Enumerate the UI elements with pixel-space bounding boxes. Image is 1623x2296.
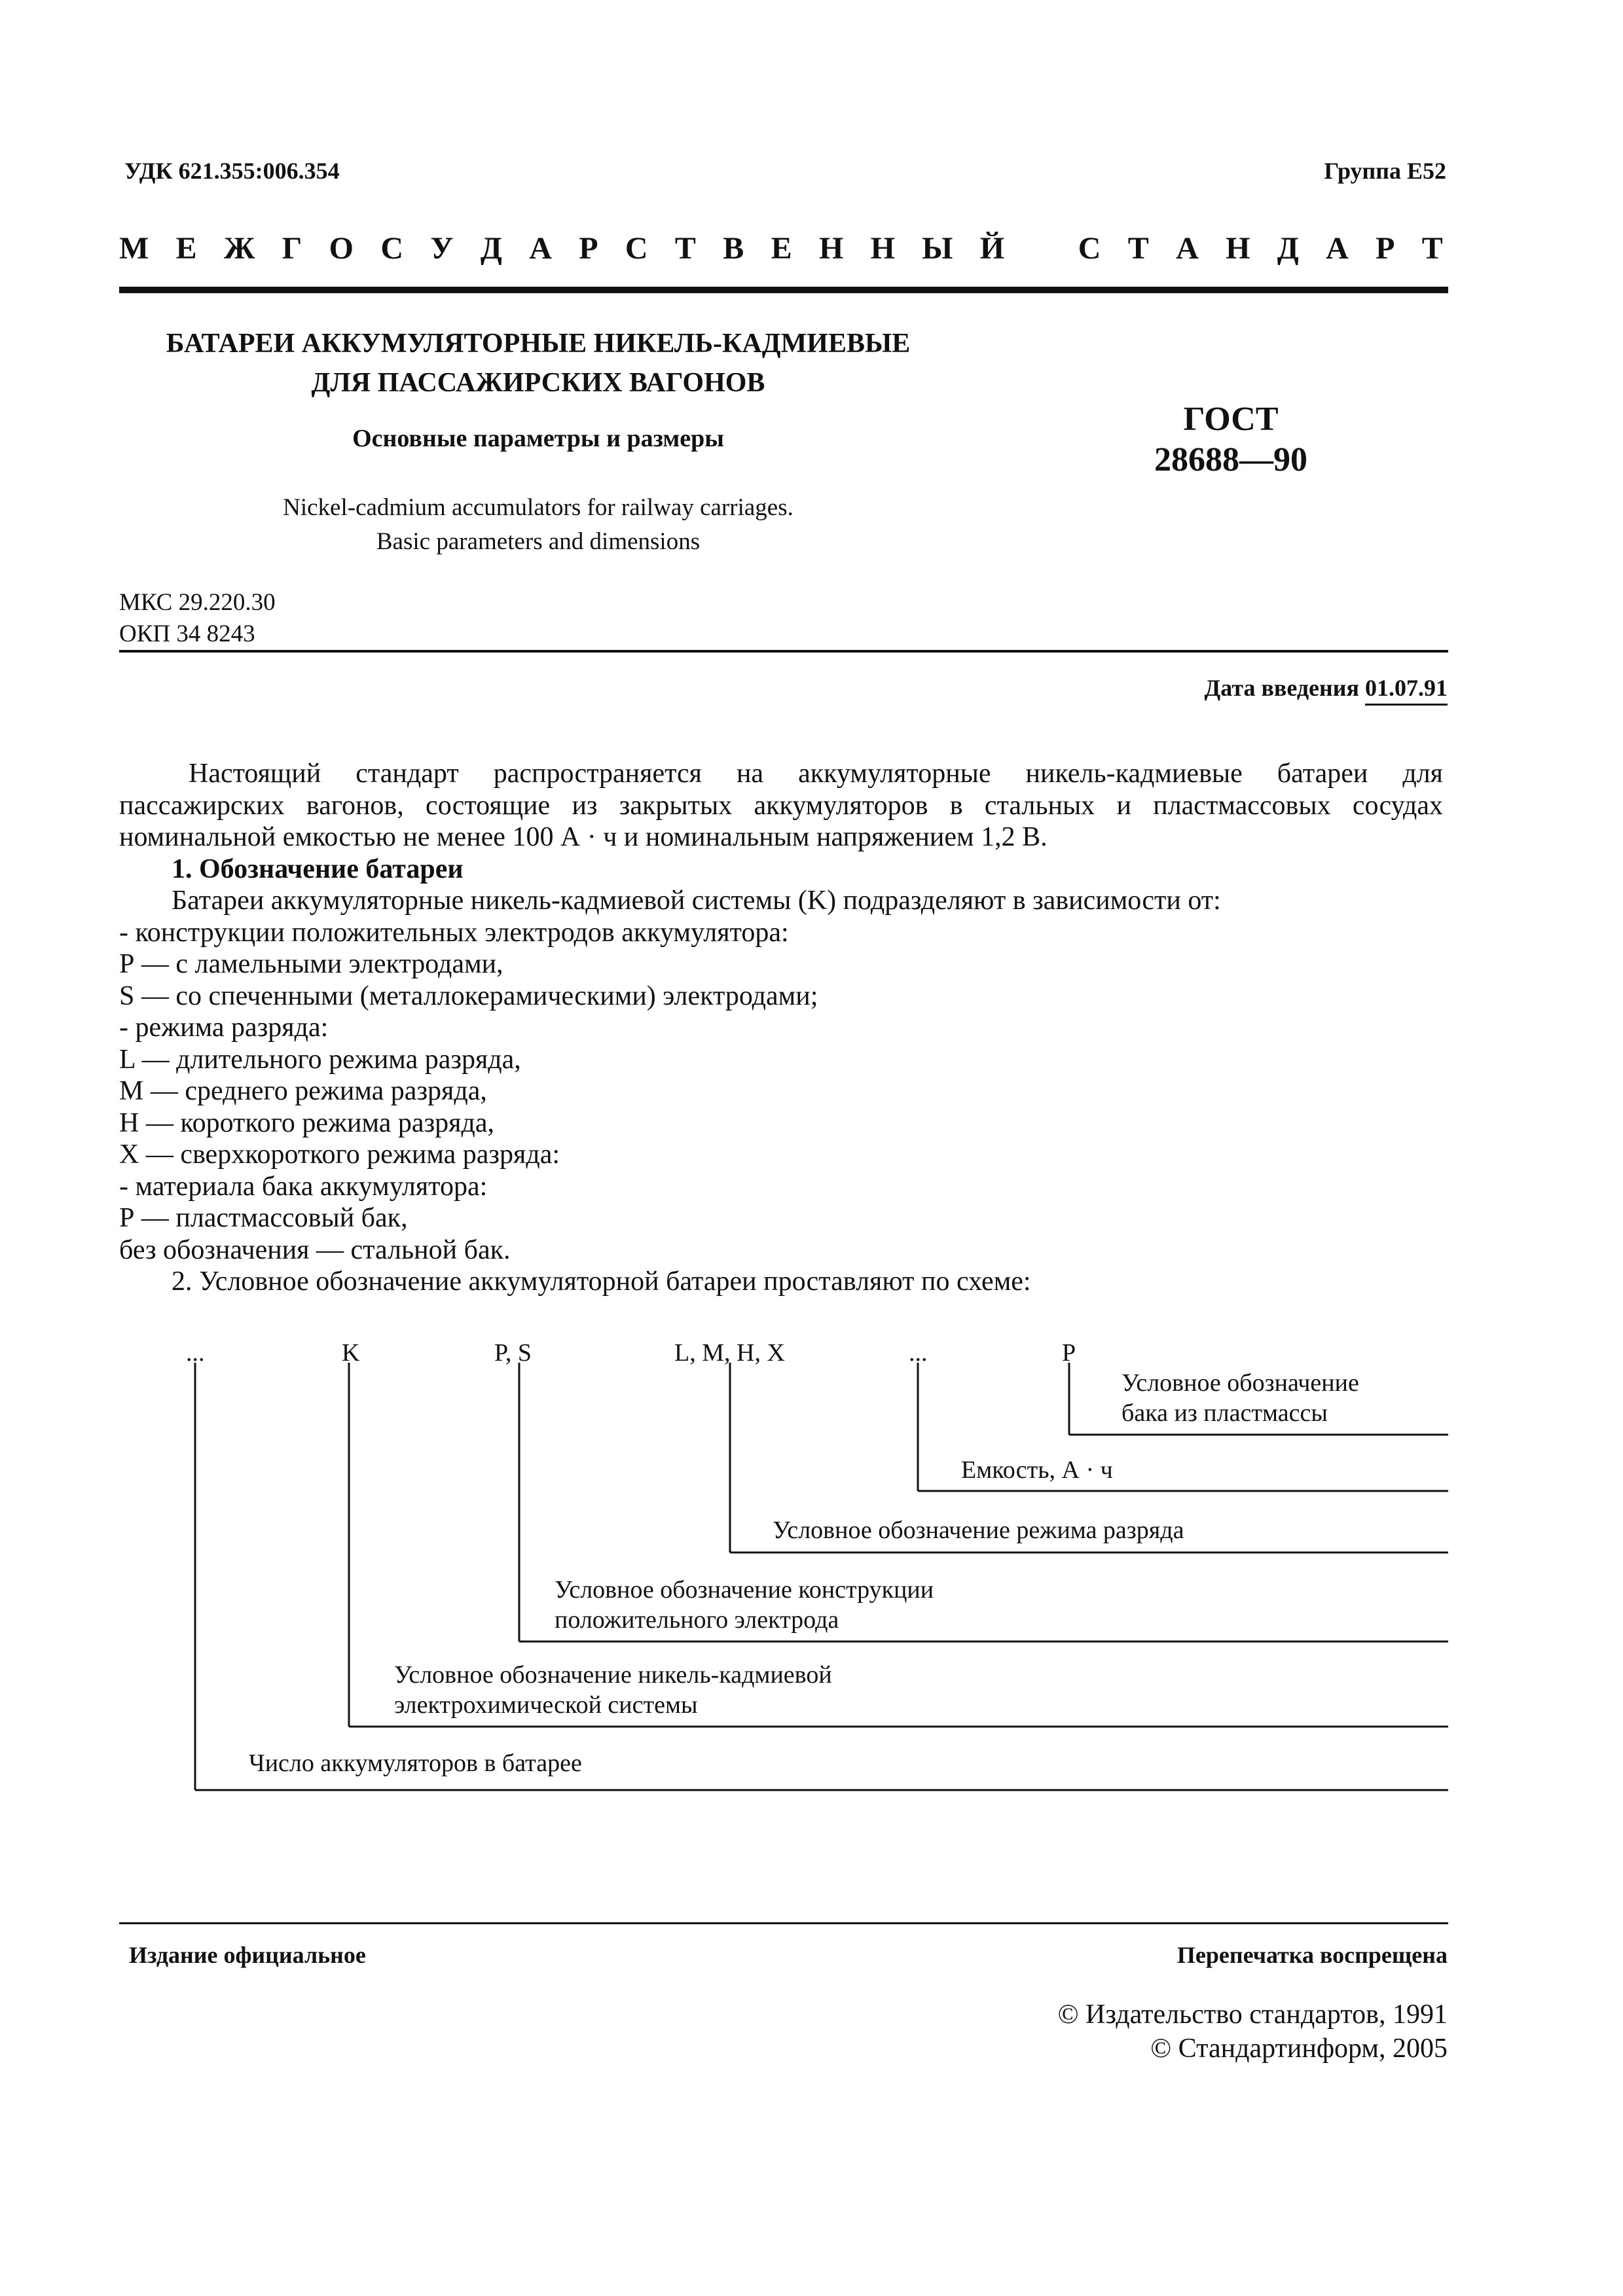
banner-letter: В — [723, 231, 744, 266]
okp-code: ОКП 34 8243 — [119, 620, 255, 647]
section-1-line: Х — сверхкороткого режима разряда: — [119, 1139, 560, 1170]
document-subtitle: Основные параметры и размеры — [352, 425, 724, 452]
banner-letter: Н — [818, 231, 844, 266]
section-1-line: Р — с ламельными электродами, — [119, 949, 503, 979]
banner-letter: С — [1078, 231, 1101, 266]
banner-letter: Т — [1421, 231, 1443, 266]
scheme-label-plastic-line: Условное обозначение — [1122, 1369, 1359, 1397]
banner-letter: Т — [1127, 231, 1149, 266]
banner-letter: Р — [1376, 231, 1395, 266]
banner-letter: Т — [674, 231, 696, 266]
banner-letter: С — [380, 231, 403, 266]
section-1-line: без обозначения — стальной бак. — [119, 1234, 511, 1265]
section-1-line: - материала бака аккумулятора: — [119, 1171, 488, 1202]
scheme-label-system-line: Условное обозначение никель-кадмиевой — [394, 1661, 832, 1689]
banner-letter: Н — [1226, 231, 1250, 266]
banner-letter: Р — [579, 231, 598, 266]
scheme-code-lmhx: L, M, H, X — [674, 1339, 785, 1367]
banner-letter: Д — [480, 231, 502, 266]
group-code: Группа Е52 — [1324, 158, 1446, 184]
scheme-code-p: P — [1062, 1339, 1076, 1367]
scheme-label-electrode-line: Условное обозначение конструкции — [555, 1576, 934, 1604]
banner-letter: Д — [1277, 231, 1299, 266]
section-1-line: S — со спеченными (металлокерамическими) электродами; — [119, 980, 818, 1011]
section-2-line: 2. Условное обозначение аккумуляторной батареи проставляют по схеме: — [172, 1266, 1031, 1297]
banner-letter: Ж — [223, 231, 255, 266]
section-1-line: L — длительного режима разряда, — [119, 1044, 521, 1075]
scheme-label-count: Число аккумуляторов в батарее — [249, 1749, 582, 1777]
english-title-line-2: Basic parameters and dimensions — [376, 528, 701, 555]
banner-letter: О — [329, 231, 354, 266]
section-1-line: Р — пластмассовый бак, — [119, 1203, 408, 1233]
title-line-1: БАТАРЕИ АККУМУЛЯТОРНЫЕ НИКЕЛЬ-КАДМИЕВЫЕ — [166, 329, 911, 359]
scheme-code-k: K — [342, 1339, 360, 1367]
intro-paragraph-line: пассажирских вагонов, состоящие из закрытых аккумуляторов в стальных и пластмассовых сосудах — [119, 790, 1443, 821]
banner-letter: Й — [979, 231, 1005, 266]
reprint-prohibited: Перепечатка воспрещена — [1176, 1942, 1448, 1968]
footer-rule — [119, 1922, 1448, 1924]
scheme-label-system-line: электрохимической системы — [394, 1691, 698, 1719]
banner-letter: А — [1326, 231, 1349, 266]
official-edition: Издание официальное — [129, 1942, 366, 1968]
banner-letter: У — [430, 231, 454, 266]
scheme-label-system — [394, 1660, 832, 1720]
introduction-date-value: 01.07.91 — [1365, 675, 1448, 706]
copyright-line-1: © Издательство стандартов, 1991 — [1057, 2000, 1448, 2030]
banner-letter: А — [1176, 231, 1199, 266]
scheme-label-plastic — [1122, 1368, 1359, 1428]
scheme-label-electrode — [555, 1575, 934, 1635]
banner-letter: А — [529, 231, 552, 266]
banner-letter: М — [119, 231, 149, 266]
introduction-date-label: Дата введения — [1204, 675, 1359, 701]
banner-letter: Е — [771, 231, 792, 266]
scheme-label-electrode-line: положительного электрода — [555, 1606, 839, 1634]
section-1-line: Н — короткого режима разряда, — [119, 1107, 494, 1138]
scheme-label-discharge: Условное обозначение режима разряда — [773, 1516, 1184, 1544]
banner-letter: Е — [175, 231, 197, 266]
banner-letter: Н — [870, 231, 895, 266]
scheme-code-ps: P, S — [494, 1339, 532, 1367]
banner-letter: С — [625, 231, 648, 266]
banner-letter: Ы — [922, 231, 953, 266]
gost-label: ГОСТ — [1183, 401, 1279, 438]
section-1-line: - конструкции положительных электродов аккумулятора: — [119, 917, 789, 948]
section-1-heading: 1. Обозначение батареи — [172, 853, 464, 884]
title-line-2: ДЛЯ ПАССАЖИРСКИХ ВАГОНОВ — [311, 368, 765, 398]
section-1-line: Батареи аккумуляторные никель-кадмиевой системы (K) подразделяют в зависимости от: — [172, 886, 1221, 916]
copyright-block — [1058, 1998, 1448, 2066]
intro-paragraph-line: номинальной емкостью не менее 100 А · ч и номинальным напряжением 1,2 В. — [119, 822, 1048, 852]
section-1-line: - режима разряда: — [119, 1013, 329, 1043]
scheme-label-plastic-line: бака из пластмассы — [1122, 1399, 1328, 1427]
banner-letter: Г — [282, 231, 302, 266]
scheme-code-capacity: ... — [909, 1339, 928, 1367]
copyright-line-2: © Стандартинформ, 2005 — [1150, 2034, 1448, 2064]
udk-code: УДК 621.355:006.354 — [124, 158, 340, 184]
scheme-label-capacity: Емкость, А · ч — [961, 1456, 1113, 1484]
section-1-line: М — среднего режима разряда, — [119, 1076, 487, 1106]
mks-code: МКС 29.220.30 — [119, 589, 276, 616]
intro-paragraph-line: Настоящий стандарт распространяется на аккумуляторные никель-кадмиевые батареи для — [189, 759, 1443, 789]
english-title-line-1: Nickel-cadmium accumulators for railway carriages. — [283, 494, 793, 521]
gost-number: 28688—90 — [1154, 441, 1307, 478]
scheme-code-count: ... — [186, 1339, 205, 1367]
